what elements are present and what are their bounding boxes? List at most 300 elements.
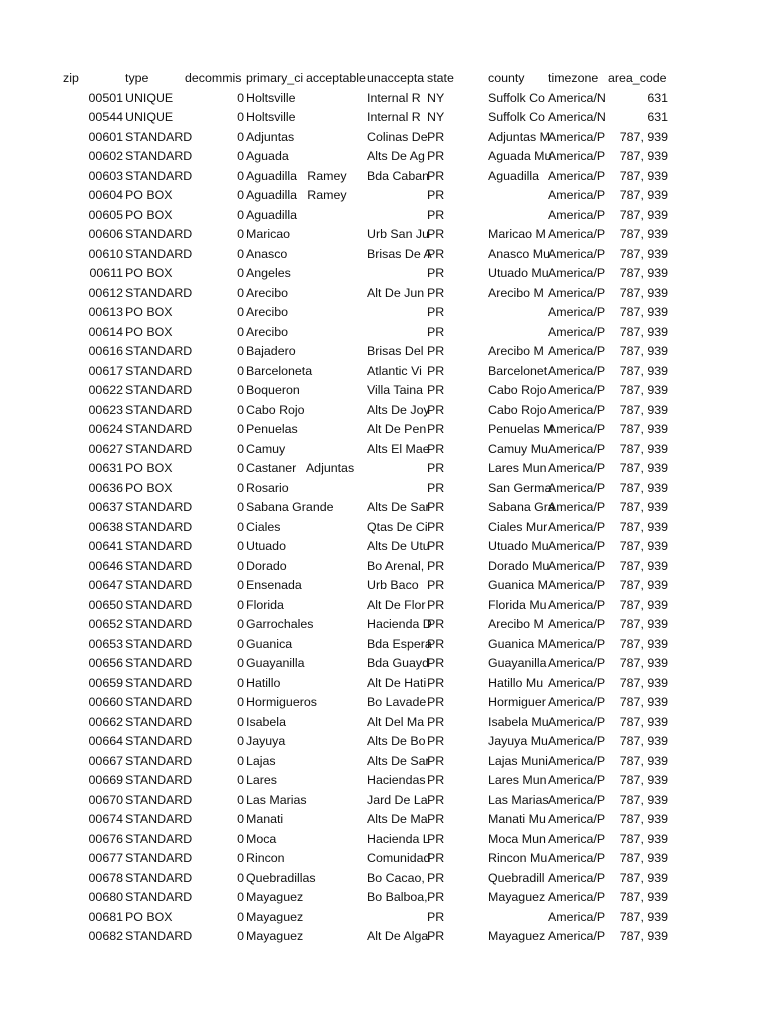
cell-timezone: America/P — [548, 851, 606, 865]
cell-primary-city: Cabo Rojo — [246, 402, 305, 417]
cell-state: PR — [427, 324, 445, 339]
cell-zip: 00664 — [88, 734, 123, 748]
cell-state: PR — [427, 461, 445, 475]
table-row — [0, 128, 768, 148]
cell-state: PR — [427, 207, 445, 222]
cell-primary-city: Ciales — [246, 519, 281, 534]
cell-timezone: America/P — [548, 168, 606, 183]
cell-zip: 00677 — [88, 851, 123, 865]
header-area-codes: area_code — [608, 71, 667, 85]
cell-type: STANDARD — [125, 773, 193, 787]
cell-zip: 00662 — [88, 714, 123, 729]
cell-county: Lajas Muni — [488, 753, 548, 768]
cell-state: PR — [427, 383, 445, 397]
table-row — [0, 401, 768, 421]
cell-acceptable-cities: Qtas De Ci — [367, 519, 428, 534]
cell-acceptable-cities: Jard De La — [367, 792, 428, 807]
cell-decommissioned: 0 — [237, 324, 244, 339]
cell-county: Quebradill — [488, 870, 545, 885]
cell-decommissioned: 0 — [237, 656, 244, 670]
cell-primary-city: Lares — [246, 773, 277, 787]
table-row — [0, 791, 768, 811]
cell-acceptable-cities: Alts De Ma — [367, 812, 428, 826]
cell-primary-city: Rincon — [246, 851, 285, 865]
header-unacceptable-cities: unaccepta — [367, 71, 425, 85]
cell-decommissioned: 0 — [237, 675, 244, 690]
table-row — [0, 245, 768, 265]
header-decommissioned: decommis — [185, 71, 242, 85]
cell-county — [488, 303, 548, 323]
cell-state: PR — [427, 188, 445, 202]
cell-timezone: America/P — [548, 656, 606, 670]
cell-decommissioned: 0 — [237, 714, 244, 729]
table-row — [0, 186, 768, 206]
cell-zip: 00681 — [88, 909, 123, 924]
cell-zip: 00646 — [88, 558, 123, 573]
cell-decommissioned: 0 — [237, 305, 244, 319]
cell-zip: 00611 — [89, 266, 123, 280]
cell-decommissioned: 0 — [237, 812, 244, 826]
cell-area-codes: 787, 939 — [619, 812, 668, 826]
cell-type: PO BOX — [125, 461, 173, 475]
cell-zip: 00641 — [88, 539, 123, 553]
cell-decommissioned: 0 — [237, 207, 244, 222]
cell-state: PR — [427, 890, 445, 904]
cell-state: PR — [427, 168, 445, 183]
cell-type: PO BOX — [125, 324, 173, 339]
cell-decommissioned: 0 — [237, 636, 244, 651]
cell-primary-city: Aguadilla — [246, 207, 297, 222]
cell-type: STANDARD — [125, 129, 193, 144]
cell-zip: 00637 — [88, 500, 123, 514]
cell-zip: 00601 — [88, 129, 123, 144]
cell-type: PO BOX — [125, 266, 173, 280]
table-row — [0, 927, 768, 947]
cell-county: Lares Mun — [488, 773, 547, 787]
cell-type: STANDARD — [125, 890, 193, 904]
cell-acceptable-cities — [367, 459, 427, 479]
cell-county: Arecibo M — [488, 344, 544, 358]
cell-area-codes: 787, 939 — [619, 636, 668, 651]
cell-decommissioned: 0 — [237, 383, 244, 397]
cell-area-codes: 787, 939 — [619, 929, 668, 943]
cell-county: San Germa — [488, 480, 552, 495]
cell-zip: 00670 — [88, 792, 123, 807]
cell-timezone: America/P — [548, 792, 606, 807]
cell-primary-city: Rosario — [246, 480, 289, 495]
cell-state: PR — [427, 831, 445, 846]
cell-timezone: America/P — [548, 558, 606, 573]
cell-primary-city: Bajadero — [246, 344, 296, 358]
cell-decommissioned: 0 — [237, 422, 244, 436]
cell-type: STANDARD — [125, 792, 193, 807]
cell-timezone: America/P — [548, 422, 606, 436]
cell-timezone: America/P — [548, 636, 606, 651]
cell-decommissioned: 0 — [237, 402, 244, 417]
cell-timezone: America/P — [548, 929, 606, 943]
cell-decommissioned: 0 — [237, 792, 244, 807]
cell-decommissioned: 0 — [237, 500, 244, 514]
cell-county: Utuado Mu — [488, 266, 549, 280]
header-state: state — [427, 71, 454, 85]
cell-state: PR — [427, 792, 445, 807]
cell-acceptable-cities: Bo Cacao, — [367, 870, 425, 885]
cell-timezone: America/P — [548, 441, 606, 456]
cell-state: PR — [427, 617, 445, 631]
cell-county: Arecibo M — [488, 285, 544, 300]
table-row — [0, 303, 768, 323]
cell-type: STANDARD — [125, 656, 193, 670]
cell-county: Jayuya Mu — [488, 734, 548, 748]
cell-area-codes: 787, 939 — [619, 909, 668, 924]
cell-area-codes: 631 — [647, 110, 668, 124]
cell-acceptable-cities: Bda Guayd — [367, 656, 429, 670]
cell-zip: 00656 — [88, 656, 123, 670]
cell-county: Cabo Rojo — [488, 383, 547, 397]
cell-area-codes: 787, 939 — [619, 714, 668, 729]
cell-area-codes: 787, 939 — [619, 246, 668, 261]
cell-county: Suffolk Co — [488, 110, 545, 124]
cell-timezone: America/P — [548, 363, 606, 378]
cell-type: PO BOX — [125, 207, 173, 222]
cell-type: STANDARD — [125, 695, 193, 709]
cell-acceptable-cities: Alts El Mae — [367, 441, 430, 456]
cell-type: STANDARD — [125, 227, 193, 241]
cell-type: STANDARD — [125, 149, 193, 163]
cell-acceptable-cities: Villa Taina — [367, 383, 424, 397]
cell-primary-city: Arecibo — [246, 285, 289, 300]
cell-timezone: America/P — [548, 714, 606, 729]
cell-type: STANDARD — [125, 929, 193, 943]
cell-area-codes: 787, 939 — [619, 266, 668, 280]
cell-zip: 00603 — [88, 168, 123, 183]
cell-type: PO BOX — [125, 909, 173, 924]
cell-state: PR — [427, 441, 445, 456]
cell-area-codes: 787, 939 — [619, 890, 668, 904]
cell-primary-city: Mayaguez — [246, 909, 304, 924]
cell-area-codes: 787, 939 — [619, 363, 668, 378]
cell-state: PR — [427, 773, 445, 787]
cell-primary-city: Mayaguez — [246, 890, 304, 904]
table-row — [0, 147, 768, 167]
cell-type: STANDARD — [125, 597, 193, 612]
header-zip: zip — [63, 71, 79, 85]
cell-zip: 00624 — [88, 422, 123, 436]
cell-decommissioned: 0 — [237, 617, 244, 631]
cell-state: PR — [427, 539, 445, 553]
cell-acceptable-cities: Alts De Sar — [367, 500, 430, 514]
cell-type: STANDARD — [125, 441, 193, 456]
cell-county: Penuelas M — [488, 422, 554, 436]
cell-acceptable-cities — [367, 479, 427, 499]
table-row — [0, 479, 768, 499]
cell-acceptable-cities: Colinas De — [367, 129, 428, 144]
cell-timezone: America/P — [548, 246, 606, 261]
table-row — [0, 908, 768, 928]
cell-area-codes: 787, 939 — [619, 324, 668, 339]
table-row — [0, 381, 768, 401]
cell-zip: 00613 — [88, 305, 123, 319]
cell-state: PR — [427, 675, 445, 690]
cell-state: PR — [427, 305, 445, 319]
cell-primary-city: Las Marias — [246, 792, 307, 807]
cell-timezone: America/P — [548, 909, 606, 924]
cell-timezone: America/P — [548, 305, 606, 319]
cell-type: STANDARD — [125, 870, 193, 885]
cell-state: PR — [427, 929, 445, 943]
table-row — [0, 713, 768, 733]
cell-timezone: America/P — [548, 149, 606, 163]
cell-type: STANDARD — [125, 402, 193, 417]
cell-acceptable-cities: Urb Baco — [367, 578, 419, 592]
cell-acceptable-cities: Alts De Sar — [367, 753, 430, 768]
cell-state: PR — [427, 851, 445, 865]
table-row — [0, 752, 768, 772]
cell-zip: 00605 — [88, 207, 123, 222]
table-row — [0, 440, 768, 460]
cell-primary-city: Camuy — [246, 441, 286, 456]
cell-county: Adjuntas M — [488, 129, 550, 144]
cell-timezone: America/P — [548, 519, 606, 534]
cell-county: Guayanilla — [488, 656, 547, 670]
header-timezone: timezone — [548, 71, 599, 85]
cell-state: PR — [427, 695, 445, 709]
cell-zip: 00650 — [88, 597, 123, 612]
cell-area-codes: 787, 939 — [619, 207, 668, 222]
cell-type: STANDARD — [125, 675, 193, 690]
cell-zip: 00544 — [88, 110, 123, 124]
cell-decommissioned: 0 — [237, 929, 244, 943]
cell-decommissioned: 0 — [237, 129, 244, 144]
cell-timezone: America/P — [548, 734, 606, 748]
cell-type: STANDARD — [125, 168, 193, 183]
cell-decommissioned: 0 — [237, 188, 244, 202]
cell-primary-city: Barceloneta — [246, 363, 313, 378]
cell-decommissioned: 0 — [237, 168, 244, 183]
cell-acceptable-cities: Brisas De A — [367, 246, 432, 261]
cell-decommissioned: 0 — [237, 578, 244, 592]
cell-state: PR — [427, 812, 445, 826]
cell-state: PR — [427, 714, 445, 729]
cell-decommissioned: 0 — [237, 461, 244, 475]
cell-zip: 00501 — [88, 90, 123, 105]
data-rows — [0, 89, 768, 947]
cell-timezone: America/P — [548, 617, 606, 631]
cell-type: STANDARD — [125, 344, 193, 358]
table-row — [0, 323, 768, 343]
cell-area-codes: 787, 939 — [619, 792, 668, 807]
cell-type: STANDARD — [125, 246, 193, 261]
cell-timezone: America/P — [548, 402, 606, 417]
cell-primary-city: Boqueron — [246, 383, 300, 397]
cell-acceptable-cities: Bo Lavade — [367, 695, 427, 709]
cell-decommissioned: 0 — [237, 441, 244, 456]
table-row — [0, 771, 768, 791]
cell-state: PR — [427, 734, 445, 748]
cell-county — [488, 908, 548, 928]
cell-area-codes: 787, 939 — [619, 441, 668, 456]
cell-decommissioned: 0 — [237, 110, 244, 124]
cell-decommissioned: 0 — [237, 870, 244, 885]
cell-primary-city: Anasco — [246, 246, 288, 261]
cell-timezone: America/N — [548, 90, 606, 105]
cell-timezone: America/P — [548, 890, 606, 904]
cell-decommissioned: 0 — [237, 149, 244, 163]
cell-primary-city: Aguadilla Ramey — [246, 188, 347, 202]
cell-type: STANDARD — [125, 519, 193, 534]
header-type: type — [125, 71, 149, 85]
cell-acceptable-cities: Bo Arenal, — [367, 558, 425, 573]
cell-county: Isabela Mu — [488, 714, 549, 729]
cell-timezone: America/P — [548, 831, 606, 846]
table-row — [0, 674, 768, 694]
cell-primary-city: Aguadilla Ramey — [246, 168, 347, 183]
cell-area-codes: 787, 939 — [619, 675, 668, 690]
cell-timezone: America/P — [548, 188, 606, 202]
cell-timezone: America/P — [548, 383, 606, 397]
cell-zip: 00612 — [88, 285, 123, 300]
cell-area-codes: 787, 939 — [619, 558, 668, 573]
cell-state: PR — [427, 753, 445, 768]
cell-area-codes: 787, 939 — [619, 305, 668, 319]
spreadsheet — [0, 69, 768, 947]
header-acceptable-cities: acceptable — [306, 71, 366, 85]
table-row — [0, 693, 768, 713]
cell-timezone: America/P — [548, 753, 606, 768]
cell-area-codes: 787, 939 — [619, 188, 668, 202]
cell-zip: 00678 — [88, 870, 123, 885]
cell-zip: 00652 — [88, 617, 123, 631]
cell-area-codes: 787, 939 — [619, 656, 668, 670]
cell-decommissioned: 0 — [237, 597, 244, 612]
cell-acceptable-cities: Internal R — [367, 110, 421, 124]
cell-state: PR — [427, 656, 445, 670]
cell-acceptable-cities: Alts De Ag — [367, 149, 425, 163]
cell-timezone: America/P — [548, 461, 606, 475]
cell-area-codes: 787, 939 — [619, 149, 668, 163]
cell-acceptable-cities: Bda Caban — [367, 168, 430, 183]
cell-type: STANDARD — [125, 812, 193, 826]
cell-county: Rincon Mu — [488, 851, 548, 865]
cell-state: PR — [427, 480, 445, 495]
cell-type: STANDARD — [125, 831, 193, 846]
cell-timezone: America/P — [548, 344, 606, 358]
cell-state: PR — [427, 597, 445, 612]
cell-acceptable-cities: Hacienda D — [367, 617, 432, 631]
cell-acceptable-cities — [367, 186, 427, 206]
cell-area-codes: 631 — [647, 90, 668, 105]
cell-timezone: America/P — [548, 695, 606, 709]
cell-acceptable-cities: Alts De Bo — [367, 734, 426, 748]
table-row — [0, 615, 768, 635]
cell-decommissioned: 0 — [237, 363, 244, 378]
cell-area-codes: 787, 939 — [619, 831, 668, 846]
cell-zip: 00660 — [88, 695, 123, 709]
table-row — [0, 869, 768, 889]
cell-area-codes: 787, 939 — [619, 500, 668, 514]
cell-county: Aguadilla — [488, 168, 539, 183]
cell-state: PR — [427, 870, 445, 885]
cell-county: Guanica M — [488, 578, 548, 592]
table-row — [0, 459, 768, 479]
cell-primary-city: Ensenada — [246, 578, 302, 592]
cell-zip: 00610 — [88, 246, 123, 261]
cell-state: PR — [427, 558, 445, 573]
cell-acceptable-cities: Alt De Alga — [367, 929, 429, 943]
table-row — [0, 849, 768, 869]
cell-timezone: America/P — [548, 324, 606, 339]
cell-primary-city: Utuado — [246, 539, 286, 553]
cell-area-codes: 787, 939 — [619, 168, 668, 183]
cell-state: NY — [427, 90, 445, 105]
cell-acceptable-cities: Hacienda L — [367, 831, 430, 846]
cell-county: Mayaguez — [488, 929, 546, 943]
cell-primary-city: Penuelas — [246, 422, 298, 436]
cell-area-codes: 787, 939 — [619, 597, 668, 612]
table-row — [0, 576, 768, 596]
cell-area-codes: 787, 939 — [619, 129, 668, 144]
cell-state: PR — [427, 636, 445, 651]
cell-primary-city: Holtsville — [246, 90, 296, 105]
cell-timezone: America/P — [548, 773, 606, 787]
cell-type: STANDARD — [125, 285, 193, 300]
cell-county: Florida Mu — [488, 597, 547, 612]
cell-zip: 00616 — [88, 344, 123, 358]
cell-type: STANDARD — [125, 578, 193, 592]
cell-area-codes: 787, 939 — [619, 285, 668, 300]
cell-state: PR — [427, 246, 445, 261]
cell-primary-city: Hatillo — [246, 675, 281, 690]
table-row — [0, 167, 768, 187]
cell-type: STANDARD — [125, 558, 193, 573]
cell-area-codes: 787, 939 — [619, 851, 668, 865]
cell-state: NY — [427, 110, 445, 124]
cell-type: STANDARD — [125, 851, 193, 865]
cell-area-codes: 787, 939 — [619, 383, 668, 397]
header-primary-city: primary_ci — [246, 71, 304, 85]
cell-state: PR — [427, 227, 445, 241]
cell-decommissioned: 0 — [237, 266, 244, 280]
cell-acceptable-cities: Alt De Jun — [367, 285, 425, 300]
table-row — [0, 654, 768, 674]
table-row — [0, 206, 768, 226]
cell-primary-city: Mayaguez — [246, 929, 304, 943]
cell-decommissioned: 0 — [237, 773, 244, 787]
cell-county: Arecibo M — [488, 617, 544, 631]
table-row — [0, 732, 768, 752]
cell-primary-city: Arecibo — [246, 305, 289, 319]
cell-timezone: America/P — [548, 266, 606, 280]
cell-timezone: America/P — [548, 129, 606, 144]
cell-primary-city: Guayanilla — [246, 656, 305, 670]
cell-type: STANDARD — [125, 753, 193, 768]
cell-area-codes: 787, 939 — [619, 734, 668, 748]
cell-decommissioned: 0 — [237, 558, 244, 573]
table-row — [0, 284, 768, 304]
cell-zip: 00638 — [88, 519, 123, 534]
cell-acceptable-cities: Comunidad — [367, 851, 431, 865]
cell-primary-city: Maricao — [246, 227, 291, 241]
cell-county: Hormiguer — [488, 695, 546, 709]
cell-acceptable-cities: Bo Balboa, — [367, 890, 428, 904]
header-row — [0, 69, 768, 89]
cell-zip: 00636 — [88, 480, 123, 495]
cell-acceptable-cities: Alts De Utu — [367, 539, 430, 553]
cell-county: Las Marias — [488, 792, 549, 807]
cell-acceptable-cities — [367, 264, 427, 284]
table-row — [0, 537, 768, 557]
cell-zip: 00659 — [88, 675, 123, 690]
